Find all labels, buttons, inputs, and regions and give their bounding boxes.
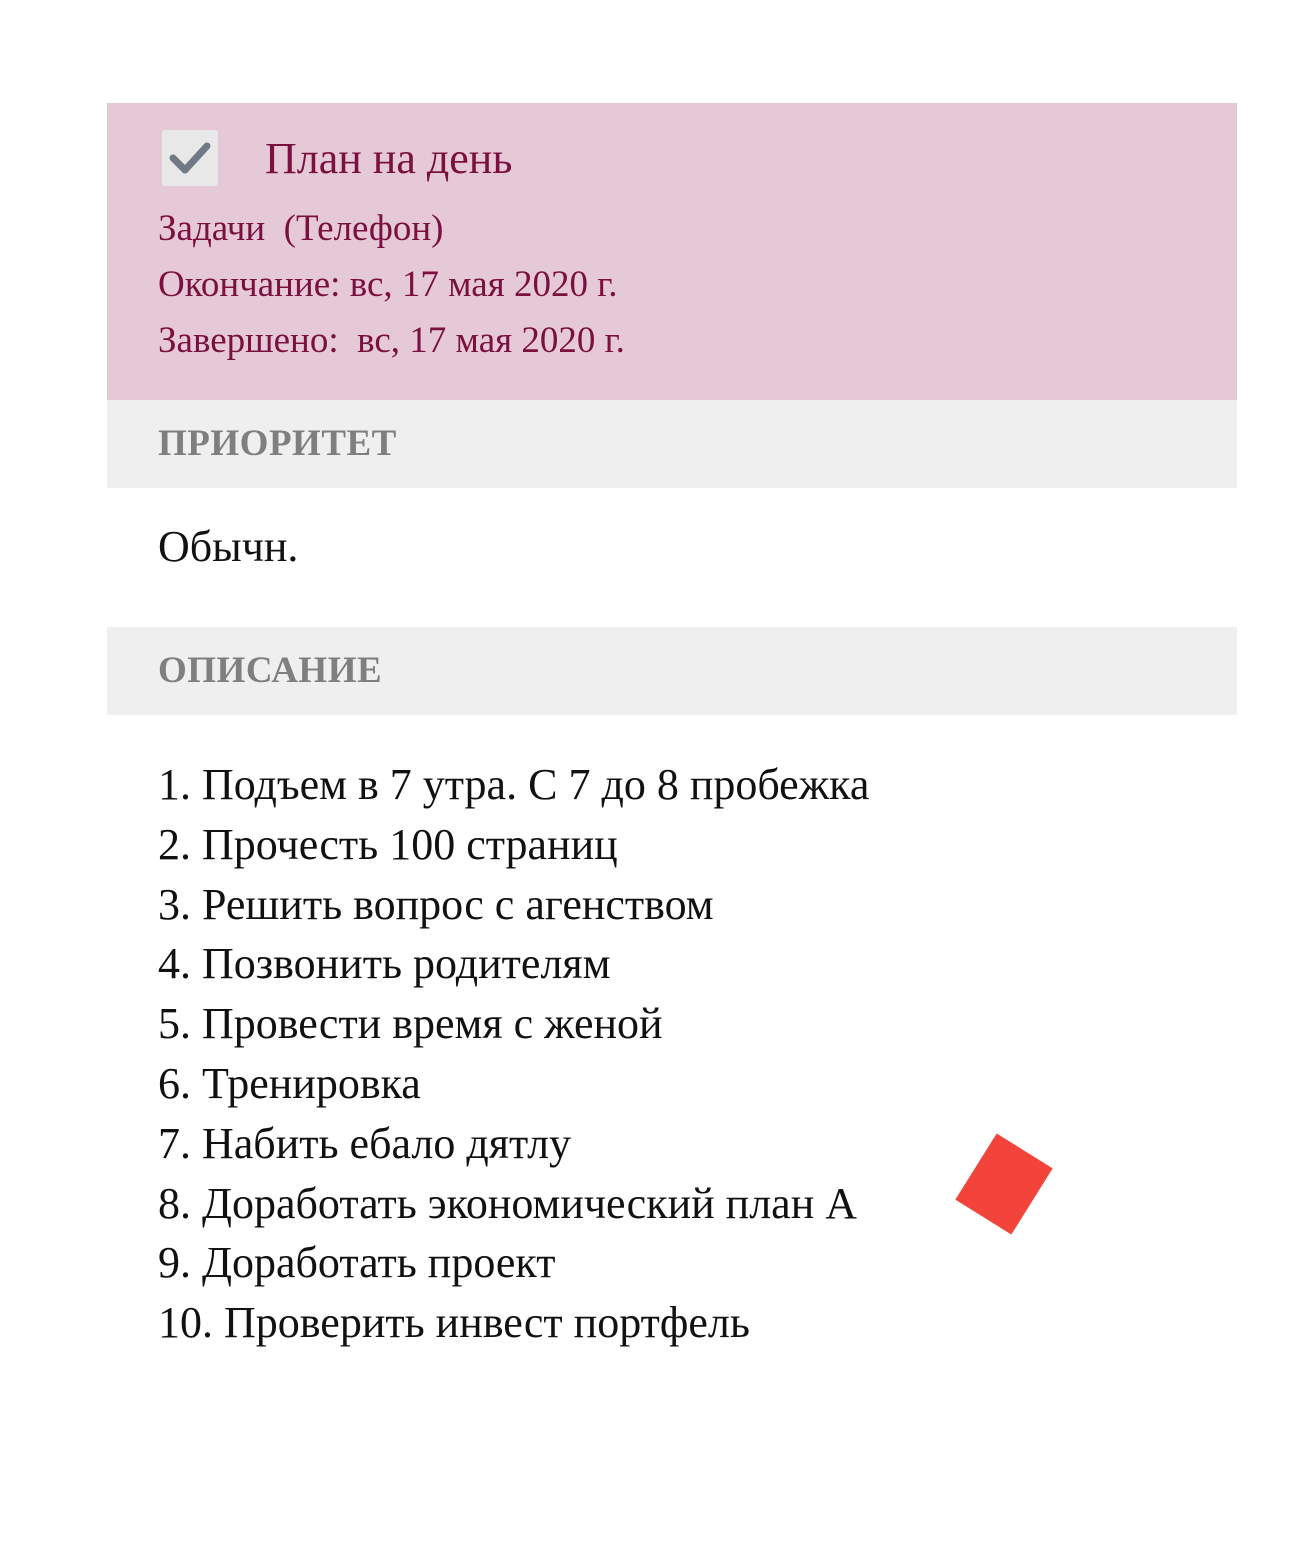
task-completed-date: Завершено: вс, 17 мая 2020 г. xyxy=(158,320,625,361)
task-title: План на день xyxy=(265,134,513,183)
description-section-header xyxy=(107,627,1237,715)
description-line: 4. Позвонить родителям xyxy=(158,939,611,989)
description-line: 1. Подъем в 7 утра. С 7 до 8 пробежка xyxy=(158,760,870,809)
description-body xyxy=(107,715,1237,1353)
task-due-date: Окончание: вс, 17 мая 2020 г. xyxy=(158,264,618,305)
description-line: 9. Доработать проект xyxy=(158,1238,556,1288)
task-list: Задачи (Телефон) xyxy=(158,208,444,249)
completed-checkbox[interactable] xyxy=(162,130,218,186)
priority-section xyxy=(107,488,1237,627)
priority-value: Обычн. xyxy=(158,522,299,571)
checkmark-icon xyxy=(168,138,212,178)
description-line: 2. Прочесть 100 страниц xyxy=(158,819,618,869)
description-heading: ОПИСАНИЕ xyxy=(158,650,383,691)
description-line: 3. Решить вопрос с агенством xyxy=(158,879,714,929)
description-line: 6. Тренировка xyxy=(158,1058,421,1108)
description-line: 10. Проверить инвест портфель xyxy=(158,1298,750,1348)
description-line: 8. Доработать экономический план А xyxy=(158,1178,858,1228)
priority-heading: ПРИОРИТЕТ xyxy=(158,423,397,464)
task-card xyxy=(107,103,1237,1353)
description-line: 7. Набить ебало дятлу xyxy=(158,1118,572,1168)
priority-section-header xyxy=(107,400,1237,488)
task-header xyxy=(107,103,1237,400)
description-line: 5. Провести время с женой xyxy=(158,999,663,1049)
